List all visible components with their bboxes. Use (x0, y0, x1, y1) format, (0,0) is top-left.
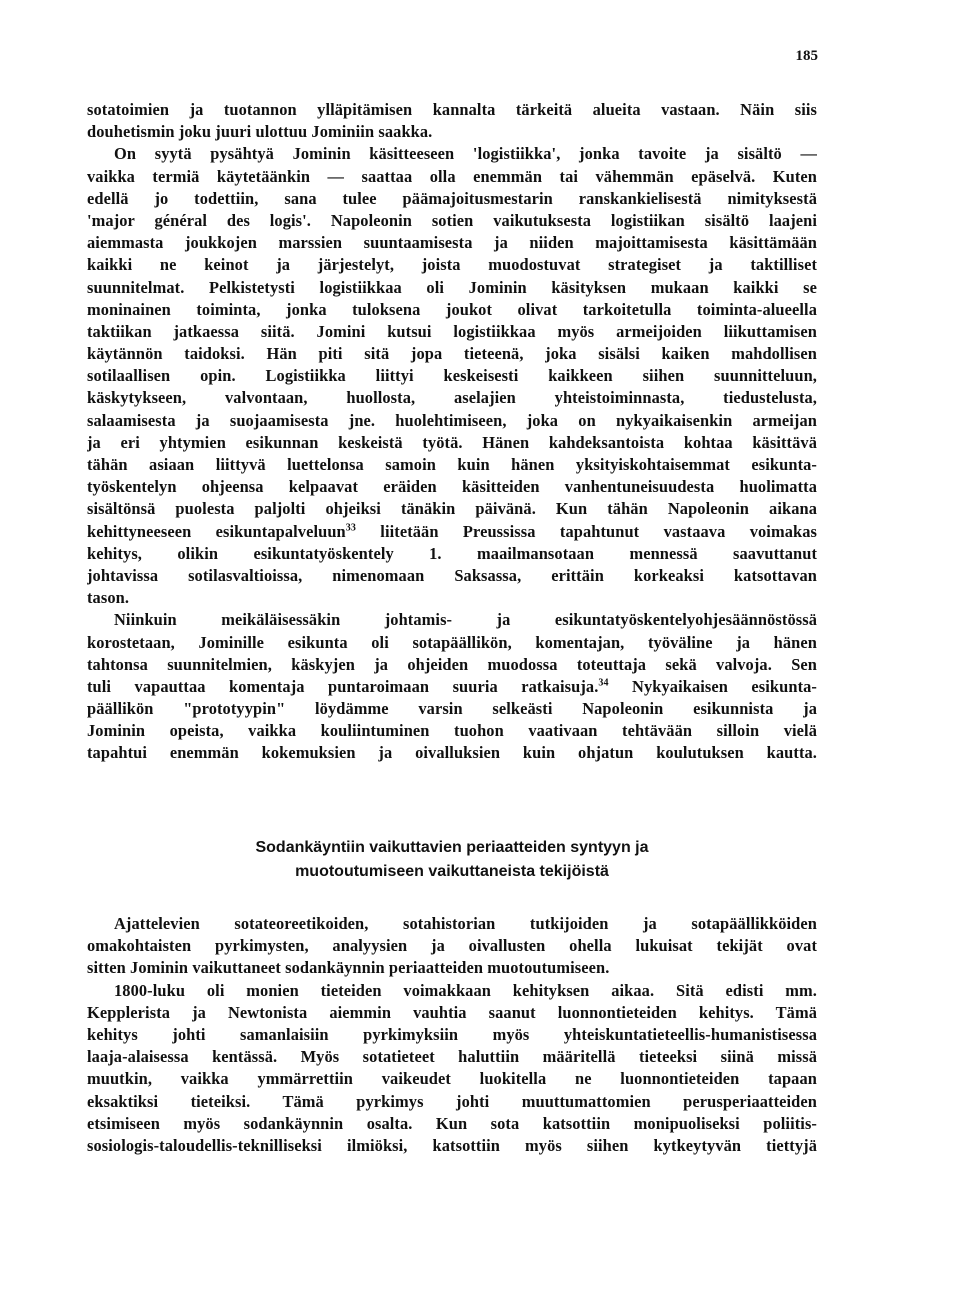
text-line: sisältönsä puolesta paljolti ohjeiksi tänäkin päivänä. Kun tähän Napoleonin aikana (87, 499, 817, 519)
text-line: kehitys johti samanlaisiin pyrkimyksiin myös yhteiskuntatieteellis-humanistisessa (87, 1024, 817, 1044)
text-line: sitten Jominin vaikuttaneet sodankäynnin periaatteiden muotoutumiseen. (87, 958, 610, 978)
text-fragment: kehittyneeseen esikuntapalveluun (87, 521, 346, 541)
section-heading (87, 836, 817, 884)
text-line-footnote-33 (87, 521, 817, 543)
text-line: Kepplerista ja Newtonista aiemmin vauhtia saanut luonnontieteiden kehitys. Tämä (87, 1002, 817, 1022)
text-line: tähän asiaan liittyvä luettelonsa samoin kuin hänen yksityiskohtaisemmat esikunta- (87, 455, 817, 474)
text-line: käytännön taidoksi. Hän piti sitä jopa tieteenä, joka sisälsi kaiken mahdollisen (87, 344, 817, 364)
text-line: korostetaan, Jominille esikunta oli sotapäällikön, komentajan, työväline ja hänen (87, 632, 817, 652)
text-line: tason. (87, 588, 130, 608)
text-line: suunnitelmat. Pelkistetysti logistiikkaa oli Jominin käsityksen mukaan kaikki se (87, 277, 817, 297)
text-line: edellä jo todettiin, sana tulee päämajoitusmestarin ranskankielisestä nimityksestä (87, 188, 817, 208)
text-line: salaamisesta ja suojaamisesta jne. huolehtimiseen, joka on nykyaikaisenkin armeijan (87, 410, 817, 430)
text-line: ja eri yhtymien esikunnan keskeistä työtä. Hänen kahdeksantoista kohtaa käsittävä (87, 432, 817, 452)
text-line: kehitys, olikin esikuntatyöskentely 1. maailmansotaan mennessä saavuttanut (87, 543, 817, 563)
text-line: Ajattelevien sotateoreetikoiden, sotahistorian tutkijoiden ja sotapäällikköiden (114, 914, 817, 933)
text-line: tahtonsa suunnitelmien, käskyjen ja ohjeiden muodossa toteuttaja sekä valvoja. Sen (87, 654, 817, 674)
text-line: 'major général des logis'. Napoleonin sotien vaikutuksesta logistiikan sisältö laajeni (87, 210, 817, 230)
text-line: johtavissa sotilasvaltioissa, nimenomaan Saksassa, erittäin korkeaksi katsottavan (87, 565, 817, 585)
text-line: Niinkuin meikäläisessäkin johtamis- ja esikuntatyöskentelyohjesäännöstössä (114, 610, 817, 630)
text-line: muutkin, vaikka ymmärrettiin vaikeudet luokitella ne luonnontieteiden tapaan (87, 1069, 817, 1089)
text-line: käskytykseen, valvontaan, huollosta, aselajien yhteistoiminnasta, tiedustelusta, (87, 388, 817, 408)
text-line: sosiologis-taloudellis-teknilliseksi ilmiöksi, katsottiin myös siihen kytkeytyvän tiettyjä (87, 1135, 817, 1155)
text-line: aiemmasta joukkojen marssien suuntaamisesta ja niiden majoittamisesta käsittämään (87, 233, 817, 253)
heading-line: muotoutumiseen vaikuttaneista tekijöistä (295, 863, 609, 880)
text-line: sotilaallisen opin. Logistiikka liittyi keskeisesti kaikkeen siihen suunnitteluun, (87, 366, 817, 386)
text-line: tapahtui enemmän kokemuksien ja oivalluksien kuin ohjatun koulutuksen kautta. (87, 743, 817, 763)
text-line: sotatoimien ja tuotannon ylläpitämisen kannalta tärkeitä alueita vastaan. Näin siis (87, 100, 817, 119)
text-line: On syytä pysähtyä Jominin käsitteeseen 'logistiikka', jonka tavoite ja sisältö — (114, 144, 817, 164)
text-line: taktiikan jatkaessa siitä. Jomini kutsui logistiikkaa myös armeijoiden liikuttamisen (87, 321, 817, 341)
text-line: eksaktiksi tieteiksi. Tämä pyrkimys johti muuttumattomien perusperiaatteiden (87, 1091, 817, 1111)
paragraph-principles (87, 913, 817, 1157)
text-line: työskentelyn ohjeensa kelpaavat eräiden käsitteiden vanhentuneisuudesta huolimatta (87, 477, 817, 497)
text-line: vaikka termiä käytetäänkin — saattaa olla enemmän tai vähemmän epäselvä. Kuten (87, 166, 817, 186)
text-fragment: Nykyaikaisen esikunta- (608, 676, 817, 696)
text-line: Jominin opeista, vaikka kouliintuminen tuohon vaativaan tehtävään silloin vielä (87, 721, 817, 741)
text-line: 1800-luku oli monien tieteiden voimakkaan kehityksen aikaa. Sitä edisti mm. (114, 980, 817, 1000)
text-line: douhetismin joku juuri ulottuu Jominiin saakka. (87, 122, 433, 142)
paragraph-logistics (87, 99, 817, 765)
text-line: päällikön "prototyypin" löydämme varsin selkeästi Napoleonin esikunnista ja (87, 699, 817, 719)
page-number: 185 (795, 48, 818, 64)
text-line: omakohtaisten pyrkimysten, analyysien ja oivallusten ohella lukuisat tekijät ovat (87, 936, 817, 956)
footnote-ref-33: 33 (345, 522, 356, 534)
text-line: laaja-alaisessa kentässä. Myös sotatieteet haluttiin määritellä tieteeksi siinä missä (87, 1047, 817, 1067)
text-fragment: tuli vapauttaa komentaja puntaroimaan suuria ratkaisuja. (87, 676, 599, 696)
text-line: kaikki ne keinot ja järjestelyt, joista muodostuvat strategiset ja taktilliset (87, 255, 817, 275)
text-line: moninainen toiminta, jonka tuloksena joukot olivat tarkoitetulla toiminta-alueella (87, 299, 817, 319)
footnote-ref-34: 34 (598, 677, 609, 689)
text-line: etsimiseen myös sodankäynnin osalta. Kun sota katsottiin monipuoliseksi poliitis- (87, 1113, 817, 1133)
text-fragment: liitetään Preussissa tapahtunut vastaava voimakas (355, 521, 817, 541)
heading-line: Sodankäyntiin vaikuttavien periaatteiden syntyyn ja (255, 839, 649, 856)
text-line-footnote-34 (87, 676, 817, 698)
